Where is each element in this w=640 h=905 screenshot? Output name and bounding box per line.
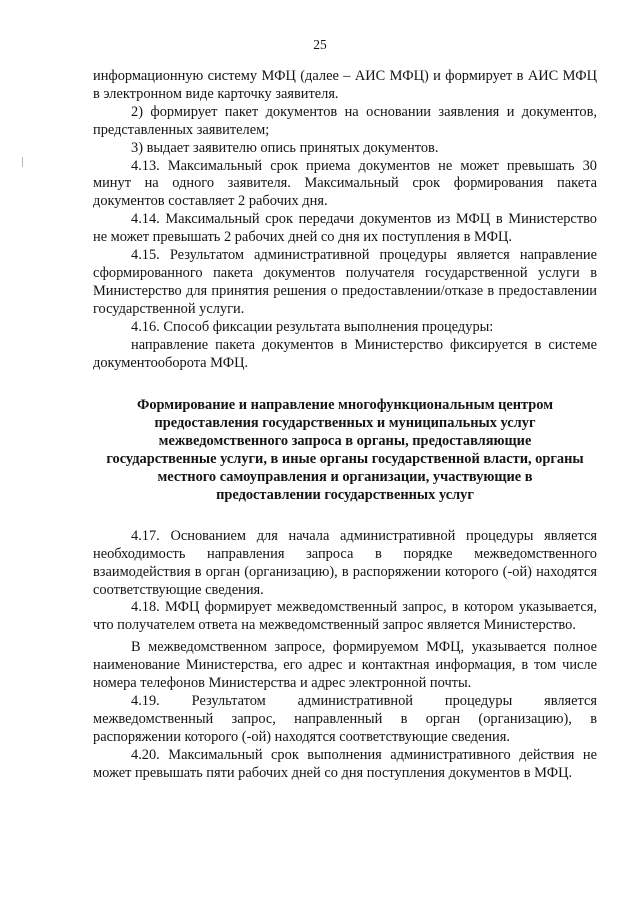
page-number: 25: [313, 37, 327, 52]
section-heading-line: предоставлении государственных услуг: [216, 486, 474, 503]
document-body: [93, 68, 597, 783]
section-heading-line: Формирование и направление многофункциональным центром: [136, 397, 554, 414]
section-heading-line: местного самоуправления и организации, участвующие в: [157, 469, 533, 486]
paragraph-4-16-detail: направление пакета документов в Министерство фиксируется в системе документооборота МФЦ.: [93, 336, 597, 371]
margin-mark: [22, 157, 23, 167]
section-heading: [93, 397, 597, 504]
paragraph-item-3: 3) выдает заявителю опись принятых документов.: [131, 139, 439, 156]
paragraph-4-17: 4.17. Основанием для начала административной процедуры является необходимость направления запроса в порядке межведомственного взаимодействия в орган (организацию), в распоряжении которого (-ой) находятся соответствующие сведения.: [93, 527, 597, 598]
section-heading-line: предоставления государственных и муниципальных услуг: [154, 415, 536, 432]
paragraph-4-19: 4.19. Результатом административной процедуры является межведомственный запрос, направленный в орган (организацию), в распоряжении которого (-ой) находятся соответствующие сведения.: [93, 693, 597, 745]
paragraph-4-20: 4.20. Максимальный срок выполнения административного действия не может превышать пяти рабочих дней со дня поступления документов в МФЦ.: [93, 746, 597, 781]
paragraph-4-16: 4.16. Способ фиксации результата выполнения процедуры:: [131, 318, 494, 335]
paragraph-4-18: 4.18. МФЦ формирует межведомственный запрос, в котором указывается, что получателем ответа на межведомственный запрос является Министерство.: [93, 599, 597, 634]
section-heading-line: государственные услуги, в иные органы государственной власти, органы: [106, 451, 584, 468]
paragraph-ais-card: информационную систему МФЦ (далее – АИС МФЦ) и формирует в АИС МФЦ в электронном виде карточку заявителя.: [93, 68, 597, 102]
paragraph-4-15: 4.15. Результатом административной процедуры является направление сформированного пакета документов получателя государственной услуги в Министерство для принятия решения о предоставлении/отказе в предоставлении государственной услуги.: [93, 247, 597, 317]
paragraph-item-2: 2) формирует пакет документов на основании заявления и документов, представленных заявителем;: [93, 103, 597, 138]
paragraph-request-content: В межведомственном запросе, формируемом МФЦ, указывается полное наименование Министерства, его адрес и контактная информация, в том числе номера телефонов Министерства и адрес электронной почты.: [93, 639, 597, 692]
section-heading-line: межведомственного запроса в органы, предоставляющие: [158, 433, 532, 450]
paragraph-4-14: 4.14. Максимальный срок передачи документов из МФЦ в Министерство не может превышать 2 рабочих дней со дня их поступления в МФЦ.: [93, 211, 597, 246]
paragraph-4-13: 4.13. Максимальный срок приема документов не может превышать 30 минут на одного заявителя. Максимальный срок формирования пакета документов составляет 2 рабочих дня.: [93, 157, 597, 210]
